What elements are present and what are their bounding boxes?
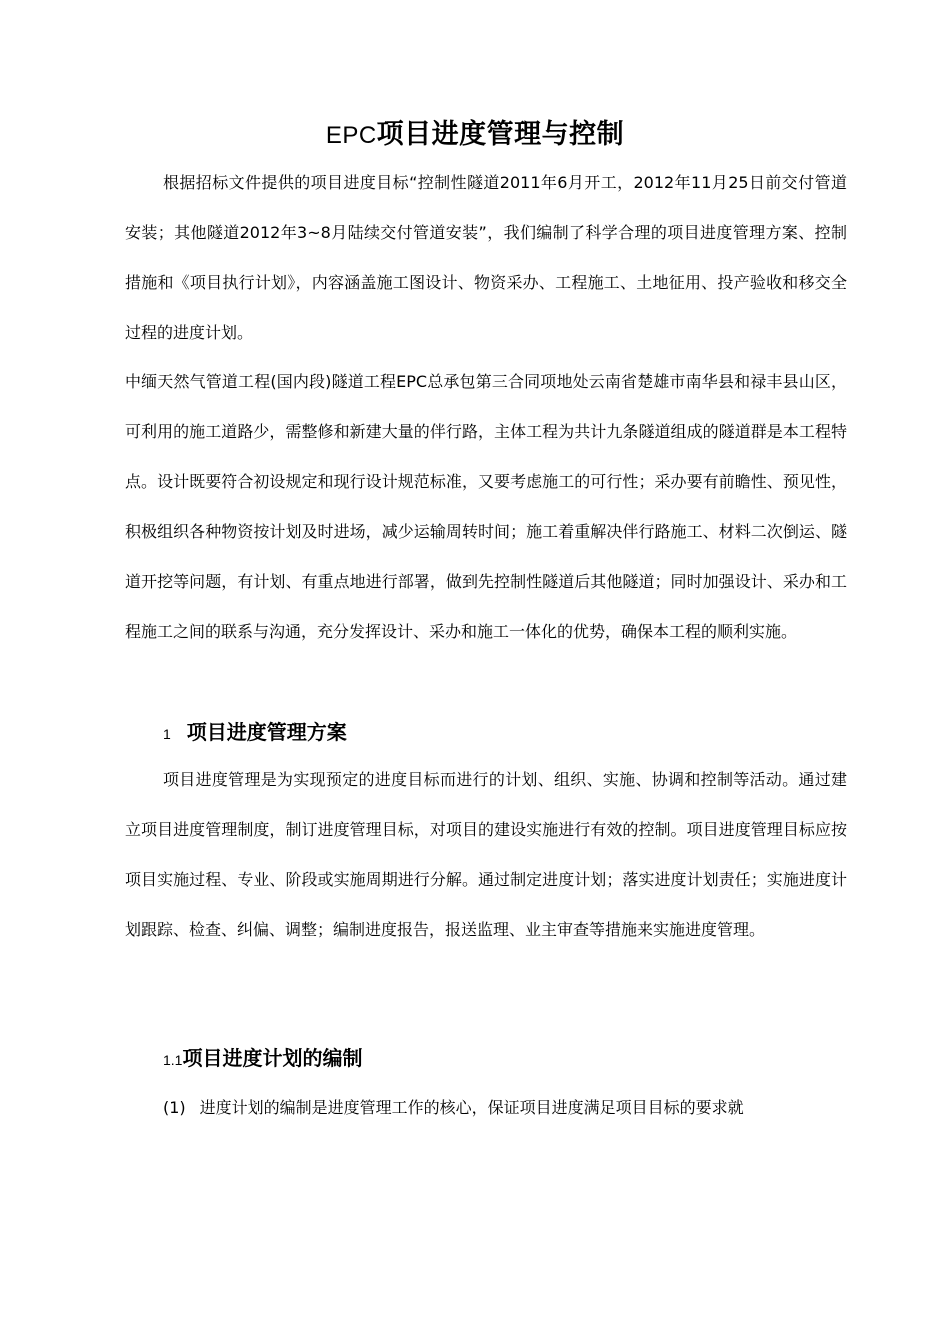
section-1-heading	[163, 716, 347, 745]
list-item-1-number: (1)	[163, 1098, 186, 1117]
document-title	[0, 112, 950, 151]
list-item-1	[163, 1095, 744, 1118]
section-1-1-title: 项目进度计划的编制	[182, 1046, 363, 1070]
list-item-1-text: 进度计划的编制是进度管理工作的核心，保证项目进度满足项目目标的要求就	[199, 1098, 744, 1117]
overview-paragraph: 中缅天然气管道工程(国内段)隧道工程EPC总承包第三合同项地处云南省楚雄市南华县和禄丰县山区，可利用的施工道路少，需整修和新建大量的伴行路，主体工程为共计九条隧道组成的隧道群是本工程特点。设计既要符合初设规定和现行设计规范标准，又要考虑施工的可行性；采办要有前瞻性、预见性，积极组织各种物资按计划及时进场，减少运输周转时间；施工着重解决伴行路施工、材料二次倒运、隧道开挖等问题，有计划、有重点地进行部署，做到先控制性隧道后其他隧道；同时加强设计、采办和工程施工之间的联系与沟通，充分发挥设计、采办和施工一体化的优势，确保本工程的顺利实施。	[125, 372, 847, 641]
section-1-title: 项目进度管理方案	[186, 720, 347, 744]
section-1-1-heading	[163, 1042, 362, 1071]
title-prefix: EPC	[325, 122, 377, 149]
section-1-paragraph: 项目进度管理是为实现预定的进度目标而进行的计划、组织、实施、协调和控制等活动。通过建立项目进度管理制度，制订进度管理目标，对项目的建设实施进行有效的控制。项目进度管理目标应按项目实施过程、专业、阶段或实施周期进行分解。通过制定进度计划；落实进度计划责任；实施进度计划跟踪、检查、纠偏、调整；编制进度报告，报送监理、业主审查等措施来实施进度管理。	[125, 770, 847, 939]
section-1-number: 1	[163, 726, 171, 742]
intro-paragraph: 根据招标文件提供的项目进度目标“控制性隧道2011年6月开工，2012年11月25日前交付管道安装；其他隧道2012年3~8月陆续交付管道安装”，我们编制了科学合理的项目进度管理方案、控制措施和《项目执行计划》，内容涵盖施工图设计、物资采办、工程施工、土地征用、投产验收和移交全过程的进度计划。	[125, 173, 847, 342]
title-main: 项目进度管理与控制	[376, 119, 625, 150]
section-1-1-number: 1.1	[163, 1052, 183, 1068]
